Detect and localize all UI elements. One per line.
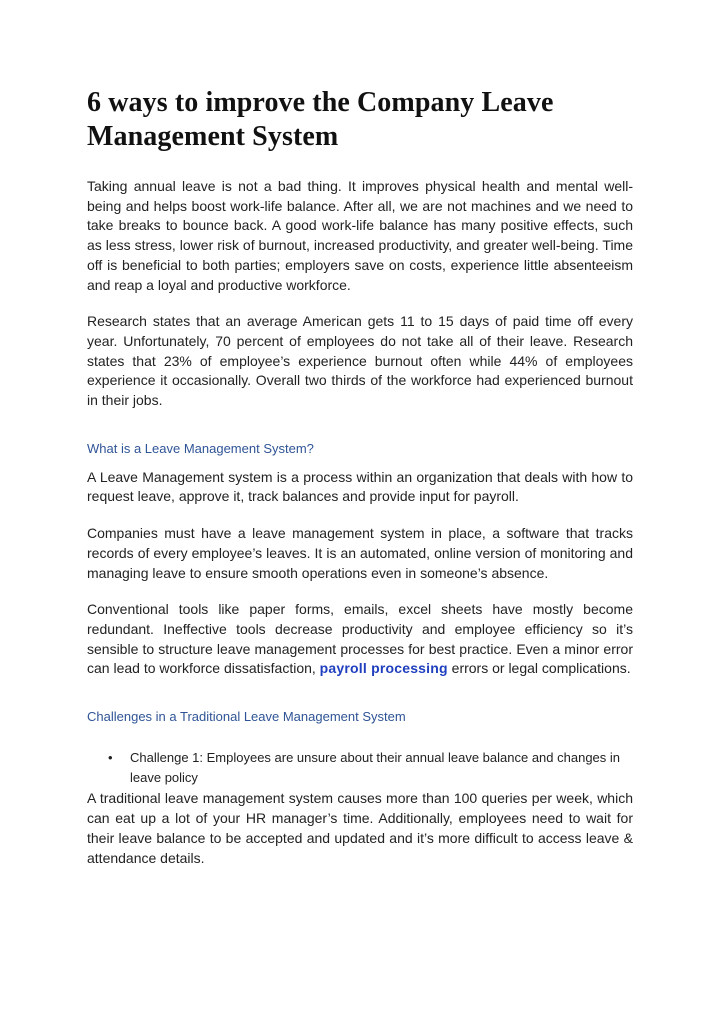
payroll-processing-link[interactable]: payroll processing (319, 660, 448, 677)
challenge-1-text: Challenge 1: Employees are unsure about their annual leave balance and changes in leave policy (130, 750, 621, 785)
challenges-list (87, 748, 633, 787)
bullet-icon: • (108, 750, 113, 766)
document-body (87, 86, 633, 885)
list-item (108, 748, 633, 787)
section1-paragraph-3 (87, 600, 633, 679)
intro-paragraph-1: Taking annual leave is not a bad thing. It improves physical health and mental well-being and helps boost work-life balance. After all, we are not machines and we need to take breaks to bounce back. A good work-life balance has many positive effects, such as less stress, lower risk of burnout, increased productivity, and greater well-being. Time off is beneficial to both parties; employers save on costs, experience little absenteeism and reap a loyal and productive workforce. (87, 178, 633, 293)
section-heading-challenges: Challenges in a Traditional Leave Management System (87, 709, 406, 725)
section2-paragraph-1: A traditional leave management system causes more than 100 queries per week, which can eat up a lot of your HR manager’s time. Additionally, employees need to wait for their leave balance to be accepted and updated and it’s more difficult to access leave & attendance details. (87, 790, 633, 866)
section1-paragraph-3-text-after: errors or legal complications. (447, 660, 631, 677)
section1-paragraph-2: Companies must have a leave management system in place, a software that tracks records of every employee’s leaves. It is an automated, online version of monitoring and managing leave to ensure smooth operations even in someone’s absence. (87, 525, 633, 581)
section1-paragraph-3-text-before: Conventional tools like paper forms, emails, excel sheets have mostly become redundant. Ineffective tools decrease productivity and employee efficiency so it’s sensible to structure leave management processes for best practice. Even a minor error can lead to workforce dissatisfaction, (87, 601, 633, 677)
page-title: 6 ways to improve the Company Leave Management System (87, 87, 554, 152)
intro-paragraph-2: Research states that an average American gets 11 to 15 days of paid time off every year. Unfortunately, 70 percent of employees do not take all of their leave. Research states that 23% of employee’s experience burnout often while 44% of employees experience it occasionally. Overall two thirds of the workforce had experienced burnout in their jobs. (87, 313, 633, 409)
section-heading-what-is-lms: What is a Leave Management System? (87, 440, 314, 456)
section1-paragraph-1: A Leave Management system is a process within an organization that deals with how to request leave, approve it, track balances and provide input for payroll. (87, 468, 633, 505)
